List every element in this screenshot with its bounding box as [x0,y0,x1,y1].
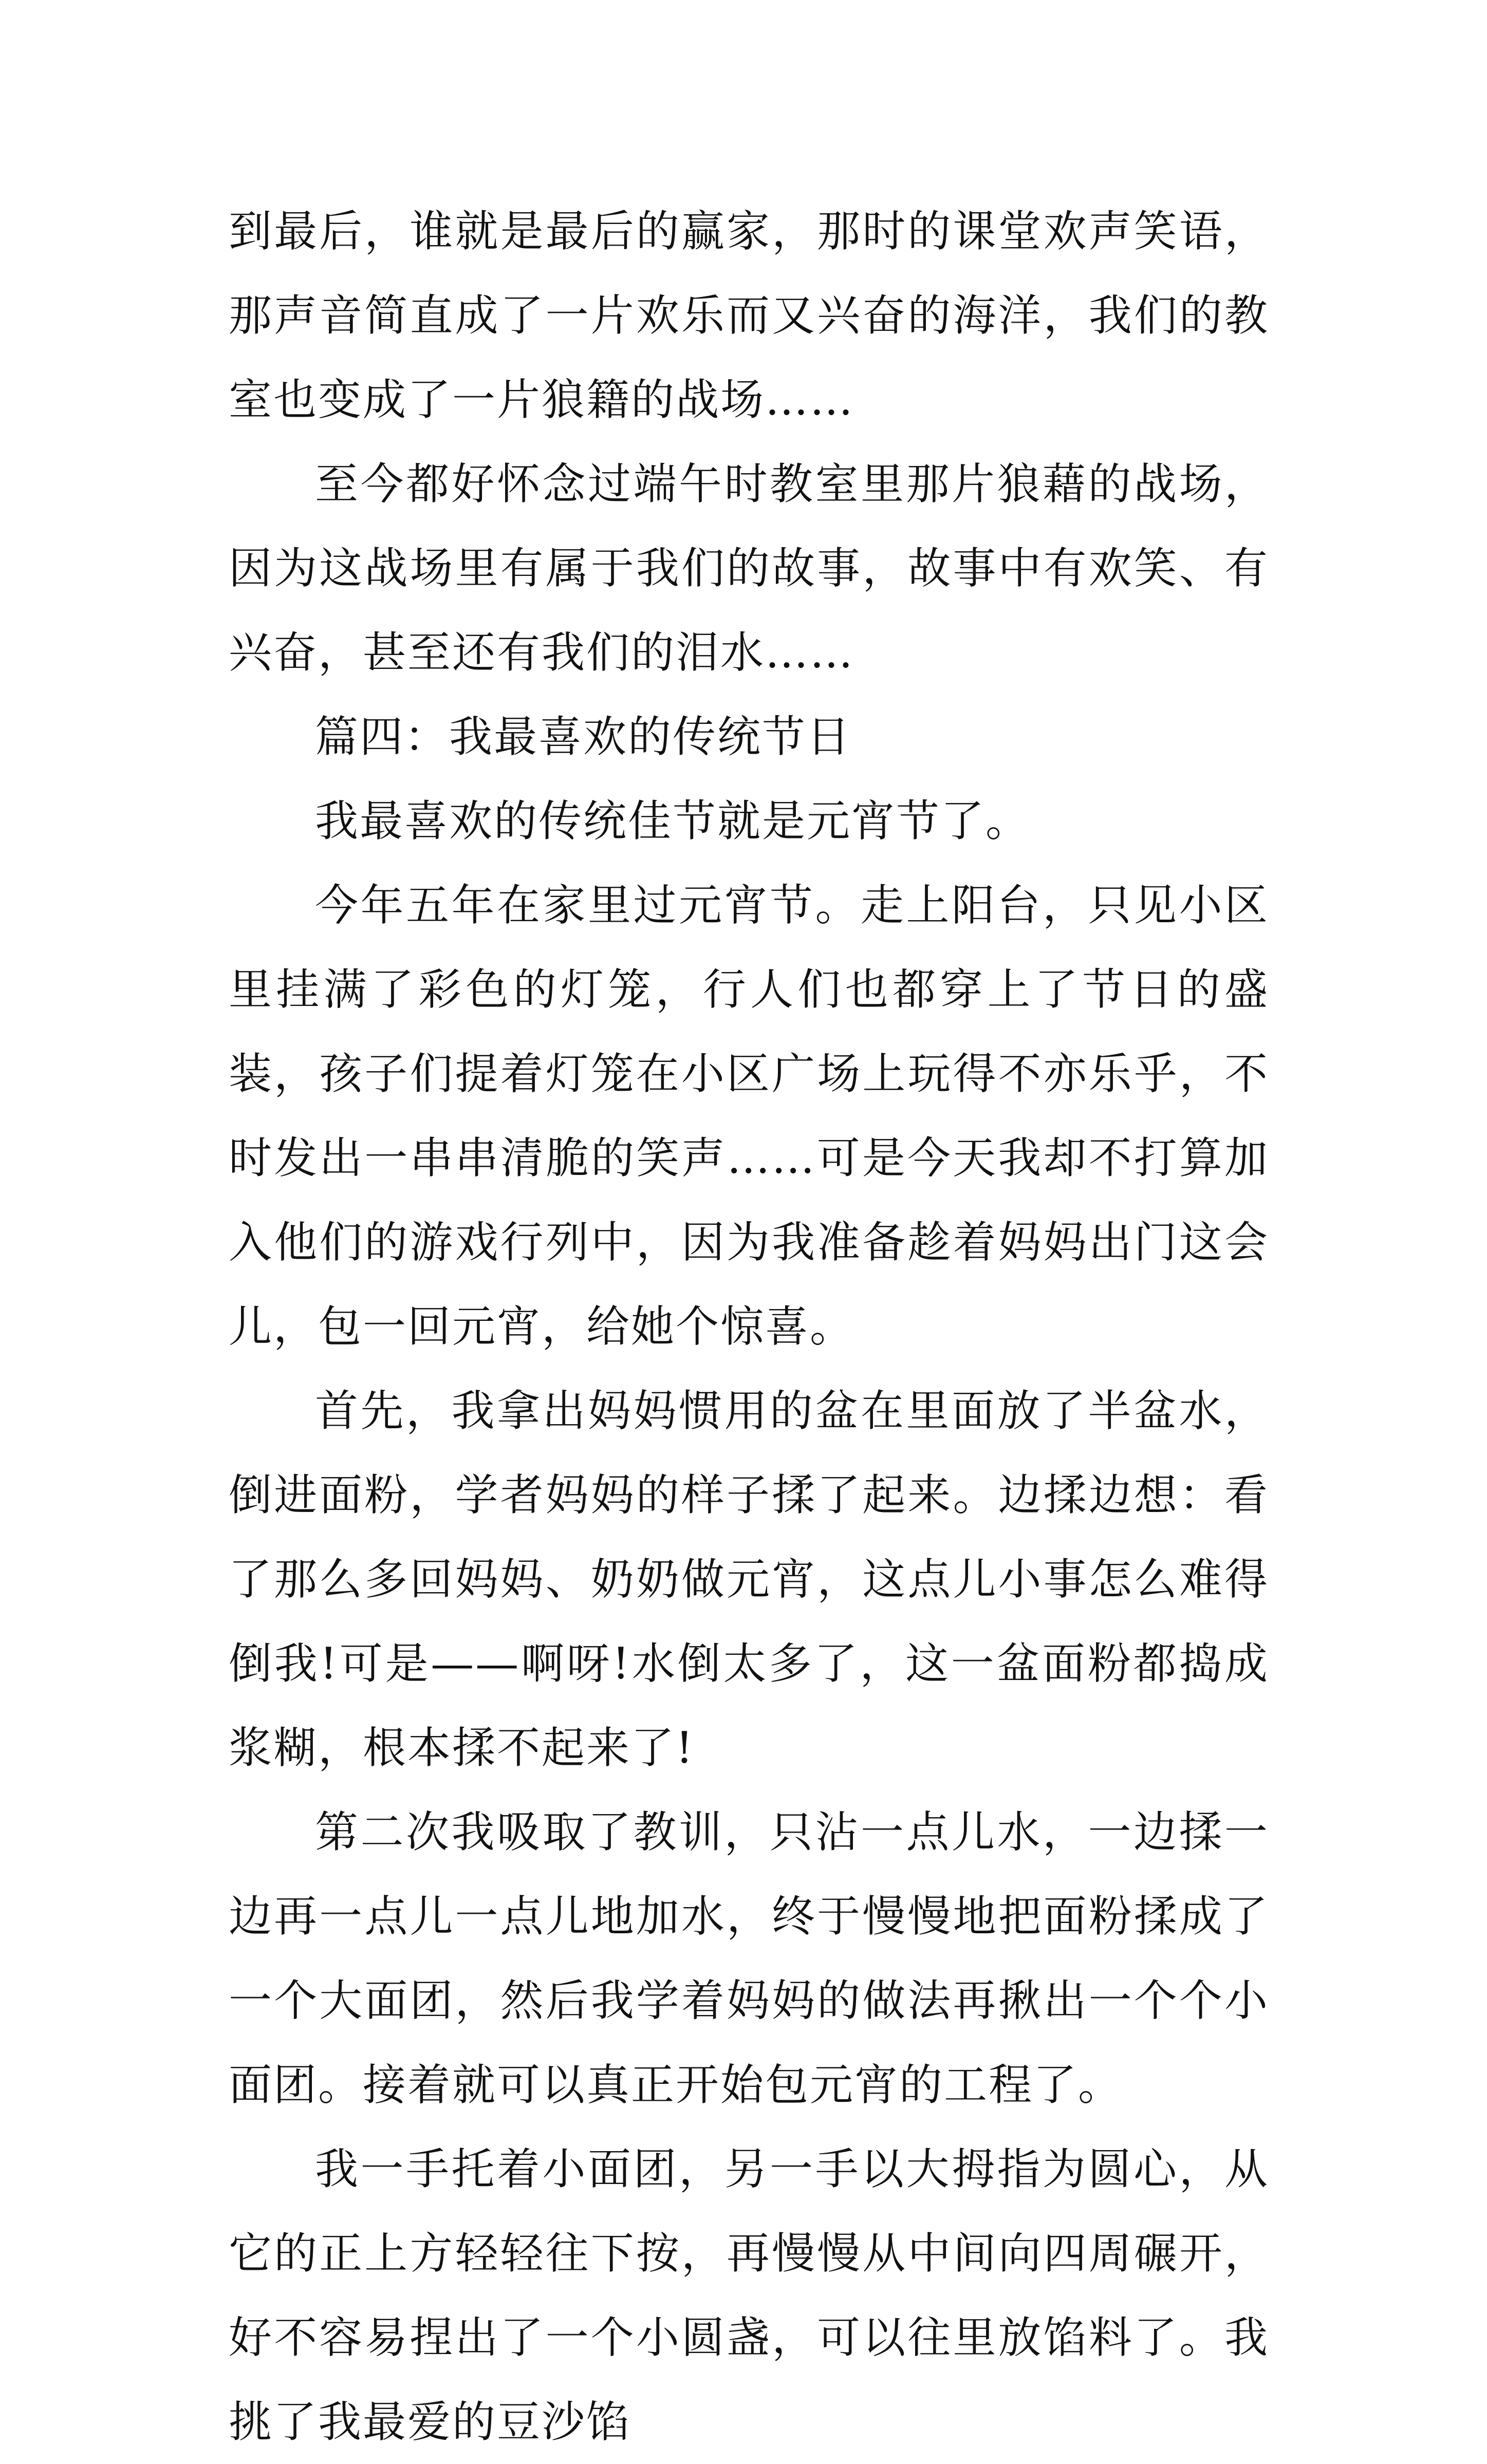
section-heading: 篇四：我最喜欢的传统节日 [315,712,852,762]
paragraph: 到最后，谁就是最后的赢家，那时的课堂欢声笑语，那声音简直成了一片欢乐而又兴奋的海洋，我们的教室也变成了一片狼籍的战场…… [229,206,1269,425]
paragraph: 今年五年在家里过元宵节。走上阳台，只见小区里挂满了彩色的灯笼，行人们也都穿上了节日的盛装，孩子们提着灯笼在小区广场上玩得不亦乐乎，不时发出一串串清脆的笑声……可是今天我却不打算加入他们的游戏行列中，因为我准备趁着妈妈出门这会儿，包一回元宵，给她个惊喜。 [229,880,1269,1352]
paragraph: 首先，我拿出妈妈惯用的盆在里面放了半盆水，倒进面粉，学者妈妈的样子揉了起来。边揉边想：看了那么多回妈妈、奶奶做元宵，这点儿小事怎么难得倒我!可是——啊呀!水倒太多了，这一盆面粉都捣成浆糊，根本揉不起来了! [229,1386,1269,1773]
document-body [229,189,1269,2464]
paragraph: 我一手托着小面团，另一手以大拇指为圆心，从它的正上方轻轻往下按，再慢慢从中间向四周碾开，好不容易捏出了一个小圆盏，可以往里放馅料了。我挑了我最爱的豆沙馅 [229,2144,1269,2447]
paragraph: 至今都好怀念过端午时教室里那片狼藉的战场，因为这战场里有属于我们的故事，故事中有欢笑、有兴奋，甚至还有我们的泪水…… [229,459,1269,678]
paragraph: 第二次我吸取了教训，只沾一点儿水，一边揉一边再一点儿一点儿地加水，终于慢慢地把面粉揉成了一个大面团，然后我学着妈妈的做法再揪出一个个小面团。接着就可以真正开始包元宵的工程了。 [229,1807,1269,2110]
paragraph: 我最喜欢的传统佳节就是元宵节了。 [315,796,1031,846]
